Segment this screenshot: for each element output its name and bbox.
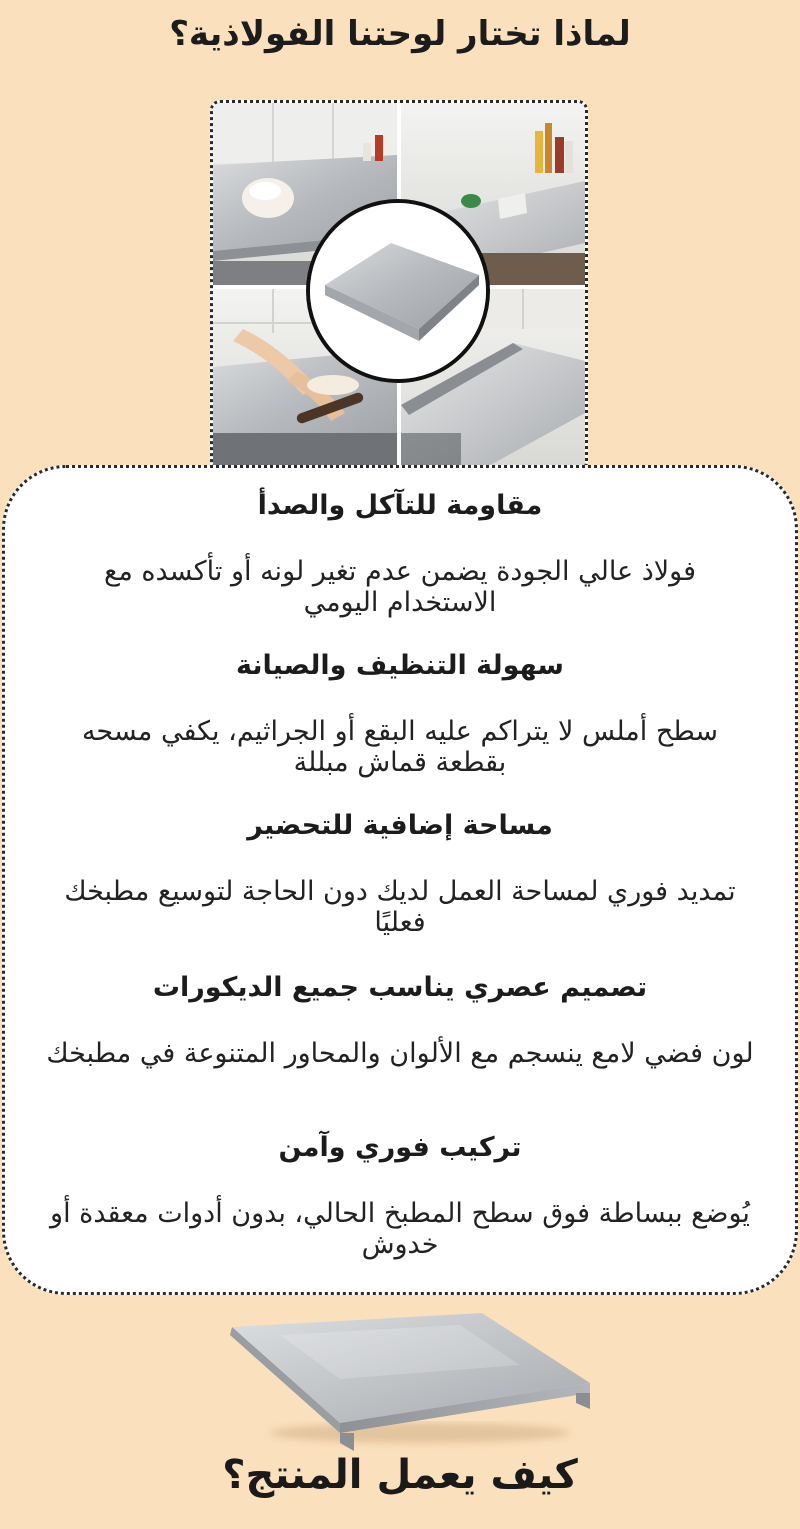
feature-title: مساحة إضافية للتحضير [247,810,553,841]
feature-description: سطح أملس لا يتراكم عليه البقع أو الجراثيم، يكفي مسحه بقطعة قماش مبللة [81,716,719,778]
feature-title: تركيب فوري وآمن [278,1132,522,1163]
product-circle [308,201,488,381]
feature-title: سهولة التنظيف والصيانة [236,650,564,681]
feature-description: لون فضي لامع ينسجم مع الألوان والمحاور المتنوعة في مطبخك [46,1038,754,1069]
product-board-image [220,1305,600,1459]
features-panel [2,465,798,1295]
page-title: لماذا تختار لوحتنا الفولاذية؟ [169,14,631,54]
how-it-works-title: كيف يعمل المنتج؟ [222,1452,578,1498]
feature-title: مقاومة للتآكل والصدأ [257,490,543,521]
feature-description: فولاذ عالي الجودة يضمن عدم تغير لونه أو تأكسده مع الاستخدام اليومي [103,556,697,618]
feature-description: تمديد فوري لمساحة العمل لديك دون الحاجة لتوسيع مطبخك فعليًا [64,876,736,938]
feature-title: تصميم عصري يناسب جميع الديكورات [152,972,648,1003]
feature-description: يُوضع ببساطة فوق سطح المطبخ الحالي، بدون أدوات معقدة أو خدوش [50,1198,750,1260]
product-collage [210,100,588,472]
